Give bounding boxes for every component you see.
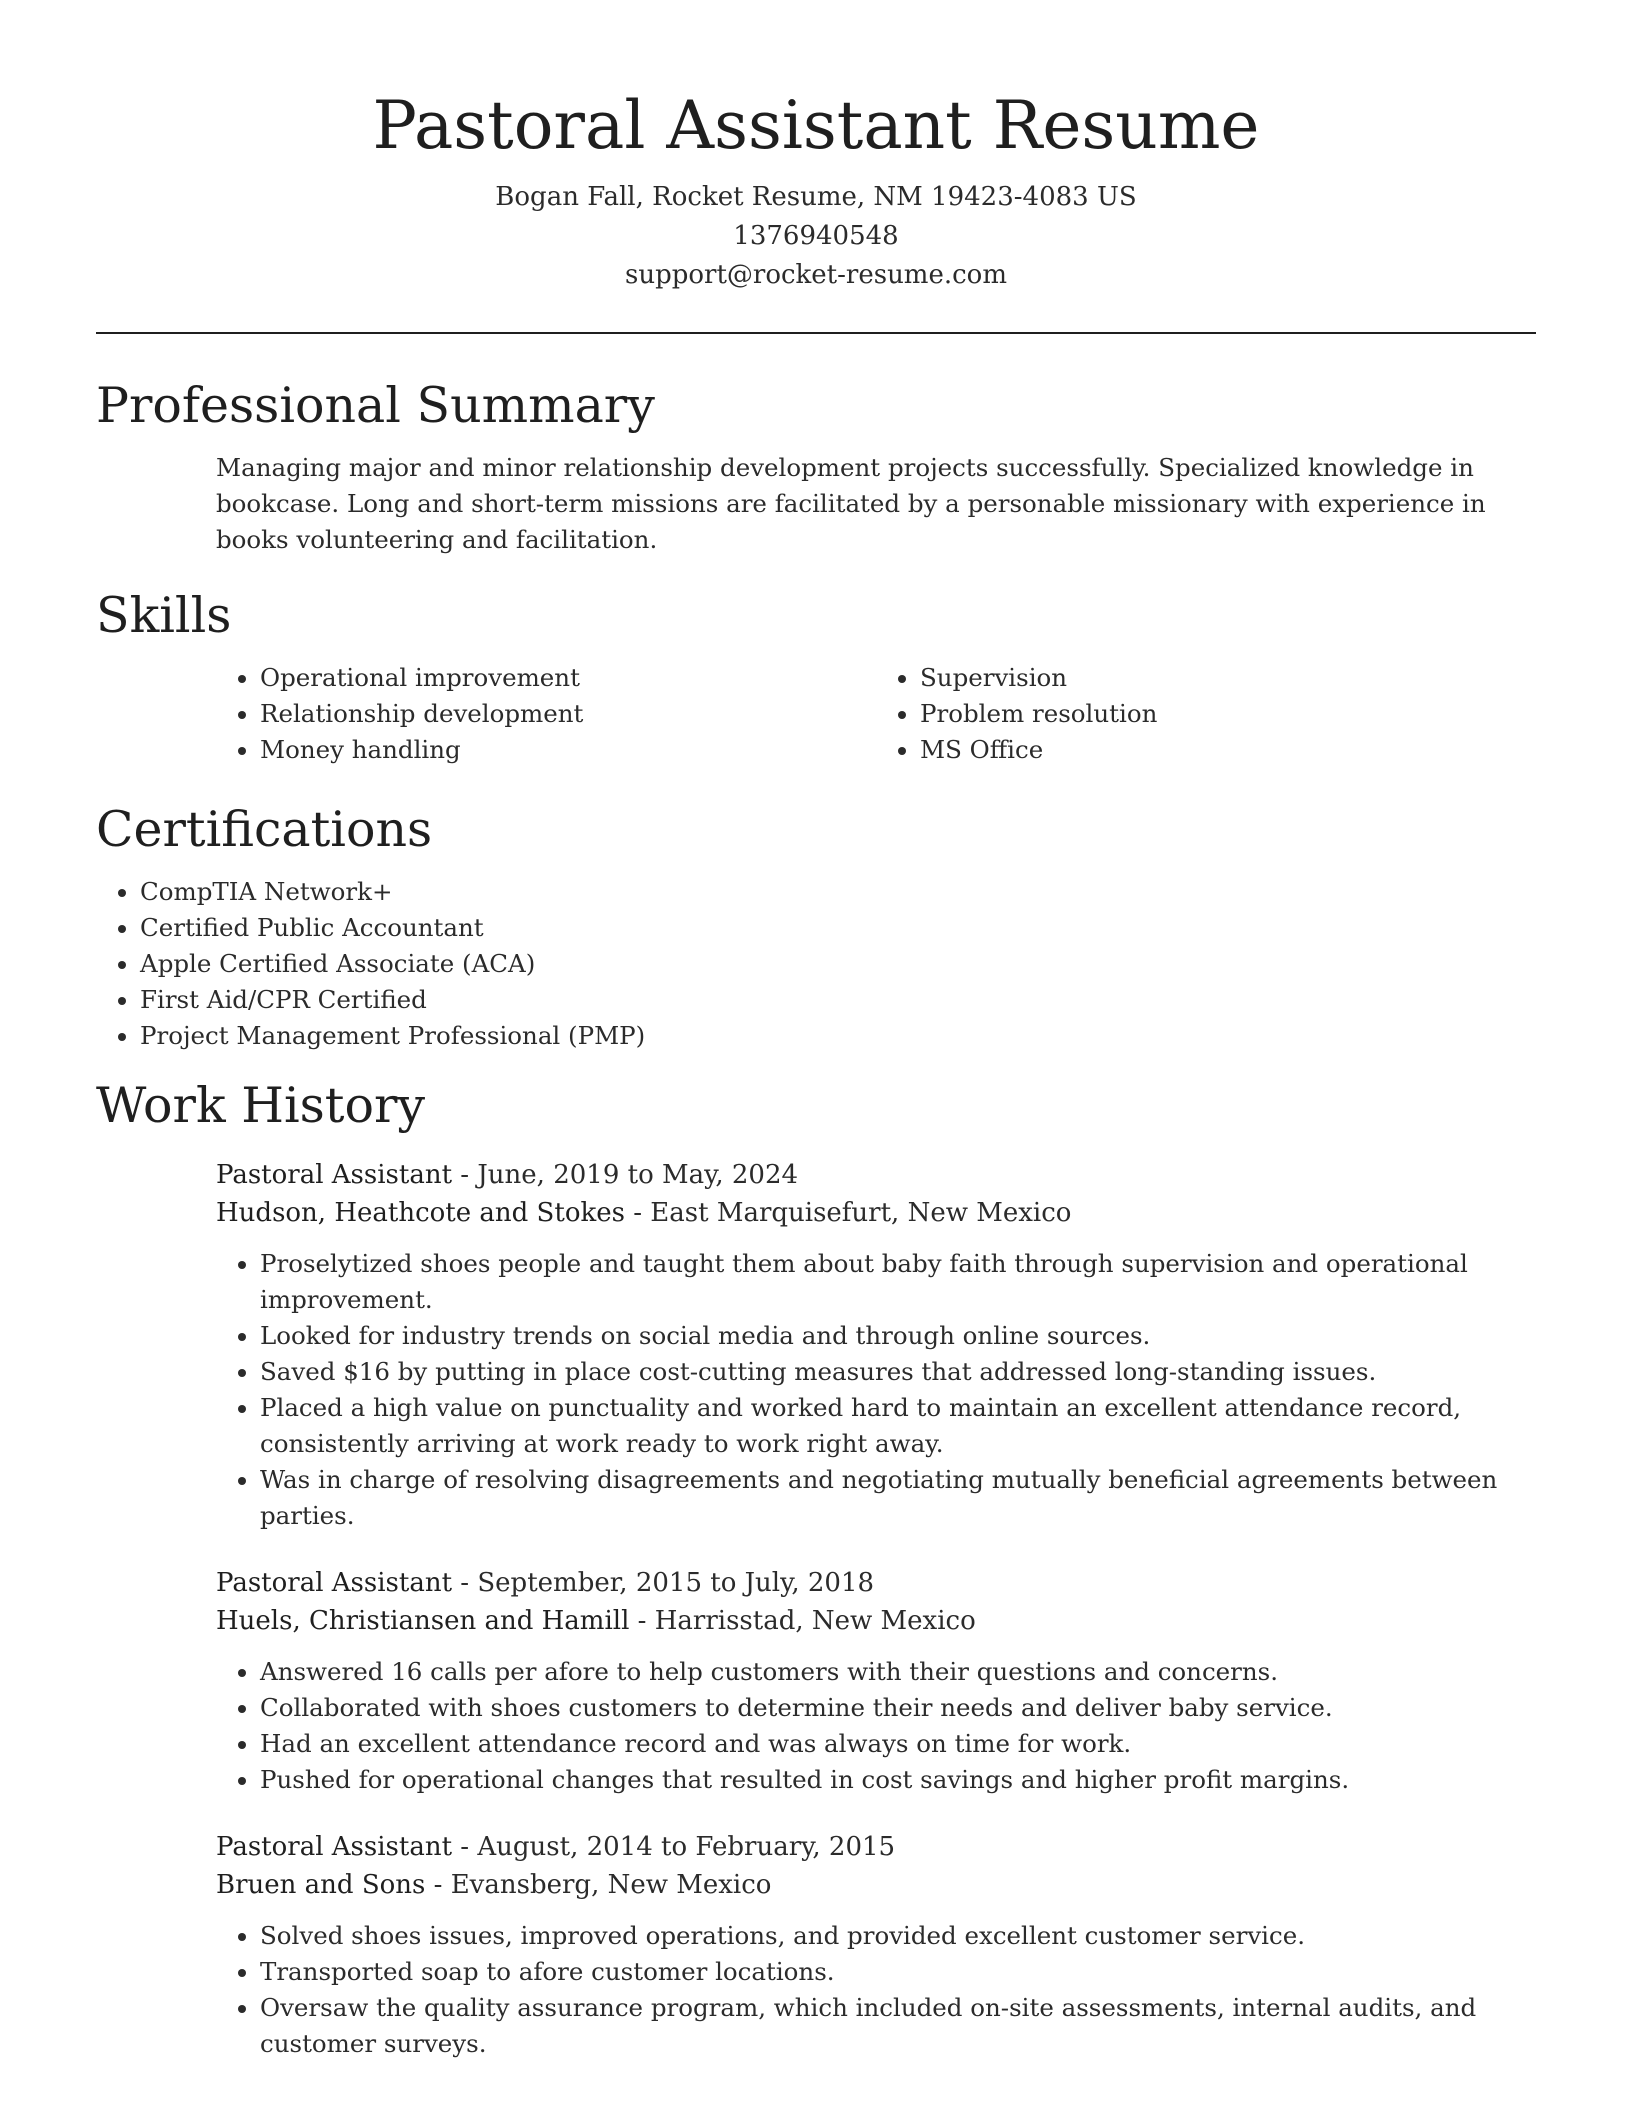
skill-item: • Supervision: [920, 660, 1536, 696]
job-title: Pastoral Assistant: [216, 1832, 453, 1862]
job-dates: - June, 2019 to May, 2024: [452, 1160, 799, 1190]
skill-item: • Money handling: [260, 732, 876, 768]
contact-email: support@rocket-resume.com: [624, 260, 1007, 290]
header-divider: [96, 332, 1536, 334]
certification-item: • CompTIA Network+: [140, 874, 1536, 910]
job-bullet: • Was in charge of resolving disagreements and negotiating mutually beneficial agreements between parties.: [260, 1462, 1536, 1534]
job-location: - East Marquisefurt, New Mexico: [624, 1198, 1072, 1228]
job-bullet: • Saved $16 by putting in place cost-cutting measures that addressed long-standing issues.: [260, 1354, 1536, 1390]
job-title: Pastoral Assistant: [216, 1160, 453, 1190]
job-location: - Harrisstad, New Mexico: [629, 1606, 976, 1636]
job-location: - Evansberg, New Mexico: [425, 1870, 772, 1900]
job-company: Hudson, Heathcote and Stokes: [216, 1198, 625, 1228]
certification-item: • Apple Certified Associate (ACA): [140, 946, 1536, 982]
job-title-line: [216, 1156, 1536, 1194]
job-entry: [216, 1156, 1536, 1534]
job-bullet: • Transported soap to afore customer locations.: [260, 1954, 1536, 1990]
job-bullets: [216, 1246, 1536, 1534]
certification-item: • First Aid/CPR Certified: [140, 982, 1536, 1018]
work-history-heading: Work History: [96, 1077, 426, 1134]
certifications-list: [96, 874, 1536, 1054]
certifications-heading: Certifications: [96, 801, 433, 858]
job-dates: - September, 2015 to July, 2018: [452, 1568, 875, 1598]
job-bullets: [216, 1654, 1536, 1798]
job-title: Pastoral Assistant: [216, 1568, 453, 1598]
skill-item: • Operational improvement: [260, 660, 876, 696]
skill-item: • MS Office: [920, 732, 1536, 768]
job-title-line: [216, 1828, 1536, 1866]
job-bullet: • Answered 16 calls per afore to help customers with their questions and concerns.: [260, 1654, 1536, 1690]
job-bullet: • Had an excellent attendance record and was always on time for work.: [260, 1726, 1536, 1762]
skills-column-right: [876, 660, 1536, 768]
job-bullet: • Oversaw the quality assurance program, which included on-site assessments, internal audits, and customer surveys.: [260, 1990, 1536, 2062]
skills-grid: [216, 660, 1536, 768]
job-bullet: • Placed a high value on punctuality and worked hard to maintain an excellent attendance record, consistently arriving at work ready to work right away.: [260, 1390, 1536, 1462]
job-title-line: [216, 1564, 1536, 1602]
summary-heading: Professional Summary: [96, 377, 655, 434]
job-dates: - August, 2014 to February, 2015: [452, 1832, 896, 1862]
job-company-line: [216, 1866, 1536, 1904]
contact-block: [96, 178, 1536, 295]
job-bullet: • Looked for industry trends on social media and through online sources.: [260, 1318, 1536, 1354]
skill-item: • Problem resolution: [920, 696, 1536, 732]
job-bullet: • Solved shoes issues, improved operations, and provided excellent customer service.: [260, 1918, 1536, 1954]
job-company: Bruen and Sons: [216, 1870, 426, 1900]
job-entry: [216, 1828, 1536, 2062]
job-entry: [216, 1564, 1536, 1798]
job-bullet: • Proselytized shoes people and taught them about baby faith through supervision and operational improvement.: [260, 1246, 1536, 1318]
skill-item: • Relationship development: [260, 696, 876, 732]
job-company-line: [216, 1194, 1536, 1232]
job-company-line: [216, 1602, 1536, 1640]
job-bullet: • Collaborated with shoes customers to determine their needs and deliver baby service.: [260, 1690, 1536, 1726]
skills-column-left: [216, 660, 876, 768]
contact-address: Bogan Fall, Rocket Resume, NM 19423-4083 US: [495, 182, 1137, 212]
certification-item: • Project Management Professional (PMP): [140, 1018, 1536, 1054]
job-bullets: [216, 1918, 1536, 2062]
summary-text: Managing major and minor relationship development projects successfully. Specialized knowledge in bookcase. Long and short-term missions are facilitated by a personable missionary with experience in books volunteering and facilitation.: [216, 453, 1486, 554]
certification-item: • Certified Public Accountant: [140, 910, 1536, 946]
skills-heading: Skills: [96, 587, 232, 644]
job-bullet: • Pushed for operational changes that resulted in cost savings and higher profit margins.: [260, 1762, 1536, 1798]
job-company: Huels, Christiansen and Hamill: [216, 1606, 630, 1636]
resume-page: [96, 0, 1536, 2062]
resume-title: Pastoral Assistant Resume: [372, 87, 1260, 164]
resume-header: [96, 0, 1536, 295]
contact-phone: 1376940548: [733, 221, 899, 251]
